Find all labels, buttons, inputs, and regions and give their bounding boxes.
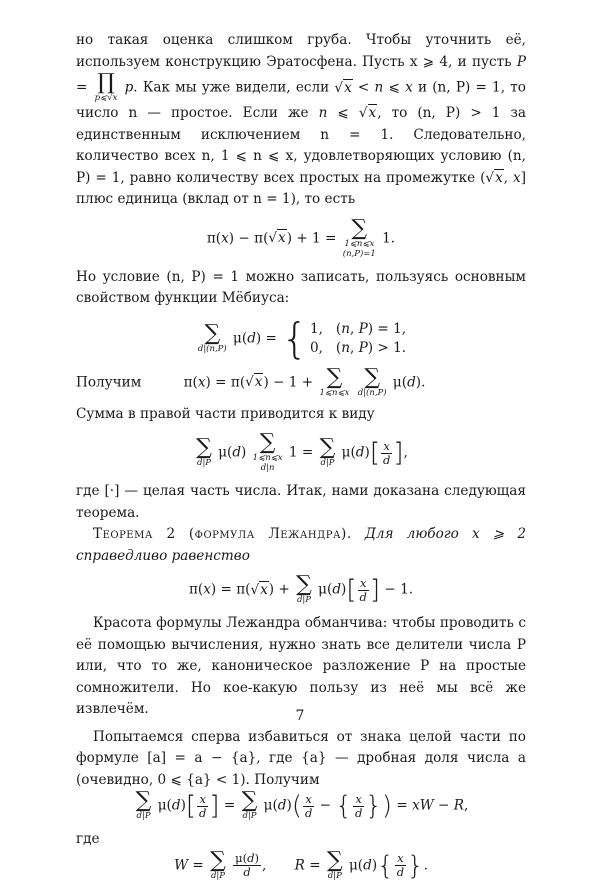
page-number: 7 xyxy=(295,708,305,724)
paragraph-legendre-beauty: Красота формулы Лежандра обманчива: чтобы проводить с её помощью вычисления, нужно знать все делители числа P или, что то же, каноническое разложение P на простые сомножители. Но кое-какую пользу из неё мы всё же извлечём. xyxy=(76,615,526,717)
equation-sum-floor: ∑ d|P μ(d) ∑ 1⩽n⩽x d|n 1 = ∑ d|P μ(d)[ $\frac{x}{d}$ ], xyxy=(196,430,408,473)
paragraph-where: где xyxy=(76,831,100,847)
equation-mobius-property: ∑ d|(n,P) μ(d) = { 1, (n, P) = 1, 0, (n, P) > 1. xyxy=(197,313,407,363)
theorem-2: Теорема 2 (формула Лежандра). Для любого x ⩾ 2 справедливо равенство xyxy=(76,526,526,564)
x-ge-4-fragment: x ⩾ 4, и пусть xyxy=(404,53,512,70)
paragraph-sum-reduces: Сумма в правой части приводится к виду xyxy=(76,405,375,422)
equation-pi-sum: π(x) = π(√x) − 1 + ∑ 1⩽n⩽x ∑ d|(n,P) μ(d). xyxy=(183,364,426,398)
paragraph-eratosthenes: но такая оценка слишком груба. Чтобы уточнить её, используем конструкцию Эратосфена. Пусть x ⩾ 4, и пусть P = ∏ p⩽√x p. Как мы уже видели, если √x < n ⩽ x и (n, P) = 1, то число n — простое. Если же n ⩽ √x, то (n, P) > 1 за единственным исключением n = 1. Следовательно, количество всех n, 1 ⩽ n ⩽ x, удовлетворяющих условию (n, P) = 1, равно количеству всех простых на промежутке (√x, x] плюс единица (вклад от n = 1), то есть xyxy=(76,32,526,207)
equation-w-r-def: W = ∑ d|P $\frac{\mu(d)}{d}$ , R = ∑ d|P μ(d){ $\frac{x}{d}$ }. xyxy=(174,847,428,881)
equation-legendre: π(x) = π(√x) + ∑ d|P μ(d)[ $\frac{x}{d}$ ] − 1. xyxy=(188,572,414,605)
text-column xyxy=(76,30,526,889)
equation-pi-count: π(x) − π(√x) + 1 = ∑ 1⩽n⩽x (n,P)=1 1. xyxy=(206,215,396,259)
equation-xw-r: ∑ d|P μ(d)[ $\frac{x}{d}$ ] = ∑ d|P μ(d)( $\frac{x}{d}$ − { $\frac{x}{d}$ }) = xW − R, xyxy=(135,788,469,821)
paragraph-floor-def: где [·] — целая часть числа. Итак, нами доказана следующая теорема. xyxy=(76,483,526,521)
paragraph-mobius-condition: Но условие (n, P) = 1 можно записать, пользуясь основным свойством функции Мёбиуса: xyxy=(76,268,526,306)
product-operator: ∏ p⩽√x xyxy=(94,70,118,103)
paragraph-we-get: Получим π(x) = π(√x) − 1 + ∑ 1⩽n⩽x ∑ d|(n,P) μ(d). xyxy=(76,364,426,398)
paragraph-remove-floor: Попытаемся сперва избавиться от знака целой части по формуле [a] = a − {a}, где {a} — дробная доля числа a (очевидно, 0 ⩽ {a} < 1). Получим xyxy=(76,728,526,788)
